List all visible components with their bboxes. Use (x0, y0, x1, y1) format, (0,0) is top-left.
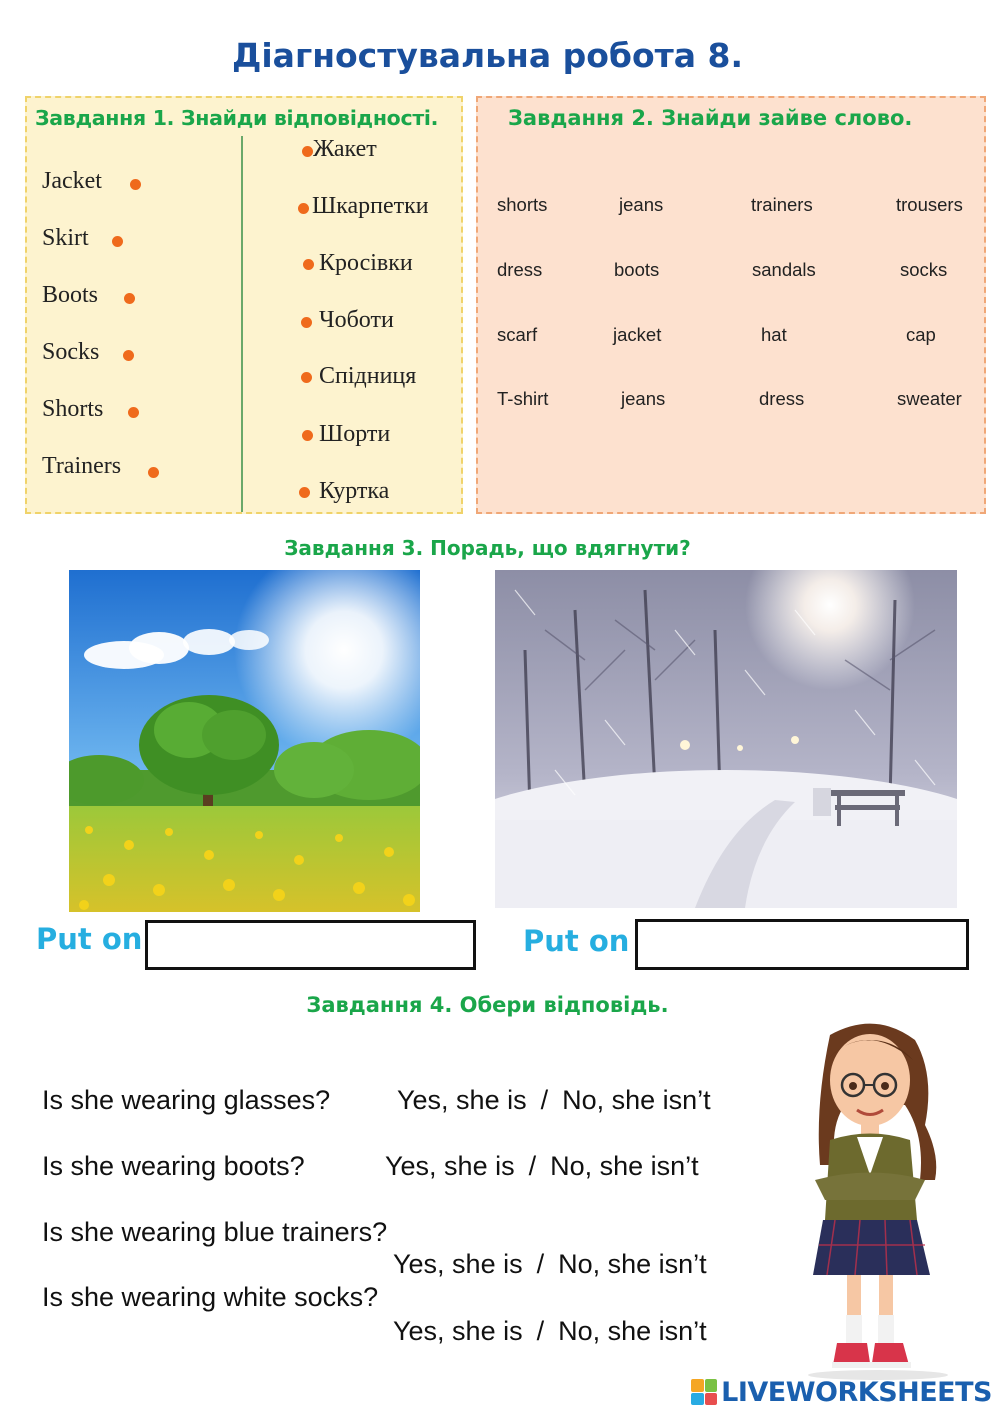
task4-heading: Завдання 4. Обери відповідь. (306, 993, 669, 1017)
match-left-dot[interactable] (130, 179, 141, 190)
match-left-word: Trainers (42, 453, 122, 479)
odd-word-option[interactable]: T-shirt (497, 388, 549, 409)
answer-choices (385, 1151, 699, 1182)
match-right-dot[interactable] (298, 203, 309, 214)
match-left-dot[interactable] (123, 350, 134, 361)
match-left-dot[interactable] (112, 236, 123, 247)
match-right-dot[interactable] (302, 430, 313, 441)
answer-yes[interactable]: Yes, she is (393, 1316, 523, 1346)
odd-word-option[interactable]: dress (497, 259, 543, 280)
answer-no[interactable]: No, she isn’t (558, 1316, 707, 1346)
task2-panel (476, 96, 986, 514)
odd-word-option[interactable]: hat (761, 324, 787, 345)
match-right-word: Куртка (319, 478, 390, 504)
odd-word-option[interactable]: sandals (752, 259, 816, 280)
answer-no[interactable]: No, she isn’t (550, 1151, 699, 1181)
match-right-word: Шкарпетки (312, 193, 429, 219)
odd-word-option[interactable]: boots (614, 259, 660, 280)
match-right-dot[interactable] (301, 317, 312, 328)
match-right-word: Спідниця (319, 363, 417, 389)
odd-word-option[interactable]: socks (900, 259, 948, 280)
match-right-dot[interactable] (299, 487, 310, 498)
question-text: Is she wearing white socks? (42, 1282, 379, 1312)
match-left-word: Skirt (42, 225, 89, 251)
match-left-word: Boots (42, 282, 99, 308)
odd-word-option[interactable]: trainers (751, 194, 813, 215)
odd-word-option[interactable]: cap (906, 324, 936, 345)
match-left-dot[interactable] (148, 467, 159, 478)
odd-word-option[interactable]: shorts (497, 194, 548, 215)
match-left-dot[interactable] (128, 407, 139, 418)
answer-yes[interactable]: Yes, she is (397, 1085, 527, 1115)
match-right-dot[interactable] (301, 372, 312, 383)
question-text: Is she wearing boots? (42, 1151, 305, 1181)
odd-word-option[interactable]: dress (759, 388, 805, 409)
page-title: Діагностувальна робота 8. (231, 36, 744, 75)
match-right-word: Жакет (313, 136, 377, 162)
match-left-word: Socks (42, 339, 100, 365)
put-on-label: Put on (36, 922, 143, 956)
answer-separator: / (536, 1249, 545, 1279)
match-right-word: Чоботи (319, 307, 394, 333)
liveworksheets-logo-icon (691, 1379, 717, 1405)
match-left-dot[interactable] (124, 293, 135, 304)
question-text: Is she wearing glasses? (42, 1085, 331, 1115)
answer-no[interactable]: No, she isn’t (558, 1249, 707, 1279)
odd-word-option[interactable]: jeans (621, 388, 666, 409)
task1-divider (241, 136, 243, 512)
odd-word-option[interactable]: scarf (497, 324, 538, 345)
summer-field-image (69, 570, 420, 912)
summer-answer-input[interactable] (145, 920, 476, 970)
task1-heading: Завдання 1. Знайди відповідності. (35, 106, 439, 130)
match-left-word: Jacket (42, 168, 102, 194)
answer-yes[interactable]: Yes, she is (393, 1249, 523, 1279)
brand-name: LIVEWORKSHEETS (721, 1376, 992, 1408)
answer-choices (393, 1249, 707, 1280)
match-right-word: Шорти (319, 421, 391, 447)
task1-panel (25, 96, 463, 514)
answer-choices (397, 1085, 711, 1116)
task3-heading: Завдання 3. Порадь, що вдягнути? (284, 536, 691, 560)
match-right-word: Кросівки (319, 250, 413, 276)
task2-heading: Завдання 2. Знайди зайве слово. (508, 106, 913, 130)
answer-choices (393, 1316, 707, 1347)
odd-word-option[interactable]: sweater (897, 388, 962, 409)
girl-character-image (775, 1015, 980, 1380)
match-right-dot[interactable] (302, 146, 313, 157)
winter-answer-input[interactable] (635, 919, 969, 970)
odd-word-option[interactable]: jeans (619, 194, 664, 215)
odd-word-option[interactable]: trousers (896, 194, 963, 215)
question-text: Is she wearing blue trainers? (42, 1217, 388, 1247)
match-left-word: Shorts (42, 396, 104, 422)
answer-no[interactable]: No, she isn’t (562, 1085, 711, 1115)
answer-separator: / (540, 1085, 549, 1115)
odd-word-option[interactable]: jacket (613, 324, 662, 345)
answer-separator: / (536, 1316, 545, 1346)
match-right-dot[interactable] (303, 259, 314, 270)
answer-yes[interactable]: Yes, she is (385, 1151, 515, 1181)
liveworksheets-logo (691, 1377, 992, 1407)
put-on-label: Put on (523, 924, 630, 958)
winter-park-image (495, 570, 957, 908)
answer-separator: / (528, 1151, 537, 1181)
